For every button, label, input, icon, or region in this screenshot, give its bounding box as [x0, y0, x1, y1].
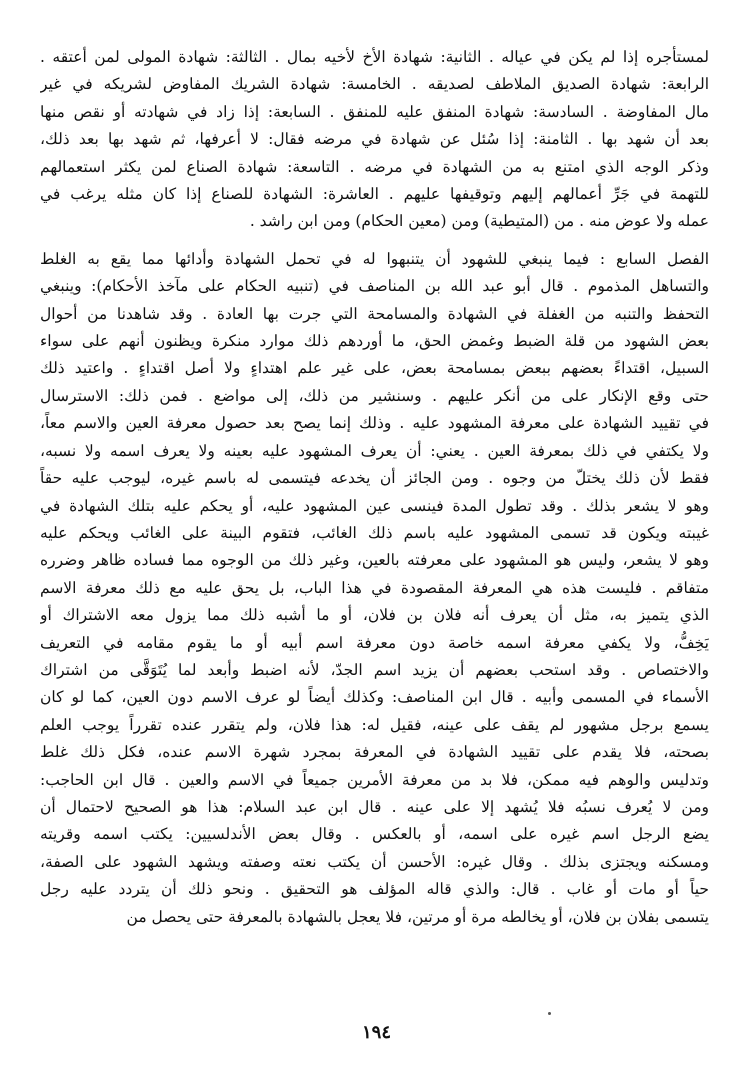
text-line: وهو لا يشعر بذلك . وقد تطول المدة فينسى عين المشهود عليه، أو يحكم عليه بتلك الشهادة في: [40, 496, 709, 515]
ink-speck: [548, 1012, 551, 1015]
page-number: ١٩٤: [361, 1022, 391, 1043]
text-line: يضع الرجل اسم غيره على اسمه، أو بالعكس . وقال بعض الأندلسيين: يكتب اسمه وقريته: [40, 825, 709, 844]
text-line: يَخِفُّ، ولا يكفي معرفة اسمه خاصة دون معرفة اسم أبيه أو ما يقوم مقامه في التعريف: [40, 633, 709, 652]
text-line: الفصل السابع : فيما ينبغي للشهود أن يتنبهوا له في تحمل الشهادة وأدائها مما يقع به الغلط: [40, 249, 709, 268]
text-line: يسمع برجل مشهور لم يقف على عينه، فقيل له: هذا فلان، ولم يتقرر عنده تقرراً يوجب العلم: [40, 715, 709, 734]
text-line: السبيل، اقتداءً بعضهم ببعض بمسامحة بعض، على غير علم اهتداءٍ ولا أصل اقتداءٍ . واعتيد ذلك: [40, 359, 709, 378]
text-line: حتى وقع الإنكار على من أنكر عليهم . وسنشير من ذلك، إلى مواضع . فمن ذلك: الاسترسال: [40, 386, 709, 405]
text-line: للتهمة في جَرِّ أعمالهم إليهم وتوقيفها عليهم . العاشرة: الشهادة للصناع إذا كان مثله يرغب في: [40, 185, 709, 204]
text-line: يتسمى بفلان بن فلان، أو يخالطه مرة أو مرتين، فلا يعجل بالشهادة بالمعرفة حتى يحصل من: [126, 907, 709, 926]
text-line: الرابعة: شهادة الصديق الملاطف لصديقه . الخامسة: شهادة الشريك المفاوض لشريكه في غير: [40, 75, 709, 94]
text-line: الذي يتميز به، مثل أن يعرف أنه فلان بن فلان، أو ما أشبه ذلك مما يزول معه الاشتراك أو: [40, 606, 709, 625]
text-line: التحفظ والتنبه من الغفلة في الشهادة والمسامحة التي جرت بها العادة . وقد شاهدنا من أحوال: [40, 304, 709, 323]
text-line: غيبته ويكون قد تسمى المشهود عليه باسم ذلك الغائب، فتقوم البينة على الغائب ويحكم عليه: [40, 523, 709, 542]
text-line: مال المفاوضة . السادسة: شهادة المنفق عليه للمنفق . السابعة: إذا زاد في شهادته أو نقص منها: [40, 102, 709, 121]
text-line: عمله ولا عوض منه . من (المتيطية) ومن (معين الحكام) ومن ابن راشد .: [249, 212, 709, 231]
text-line: حياً أو مات أو غاب . قال: والذي قاله المؤلف هو التحقيق . ونحو ذلك أن يتردد عليه رجل: [40, 880, 709, 899]
text-line: ومسكنه ويجتزى بذلك . وقال غيره: الأحسن أن يكتب نعته وصفته ويشهد الشهود على الصفة،: [40, 852, 709, 871]
text-line: ولا يكتفي في ذلك بمعرفة العين . يعني: أن يعرف المشهود عليه بعينه ولا يعرف اسمه ولا نسبه،: [40, 441, 709, 460]
body-text: [40, 44, 709, 931]
paragraph: [40, 246, 709, 931]
text-line: لمستأجره إذا لم يكن في عياله . الثانية: شهادة الأخ لأخيه بمال . الثالثة: شهادة المولى لمن أعتقه .: [40, 48, 709, 66]
text-line: في تقييد الشهادة على معرفة المشهود عليه . وذلك إنما يصح بعد حصول معرفة العين والاسم معاً،: [40, 414, 709, 433]
text-line: بصحته، فلا يقدم على تقييد الشهادة في المعرفة بمجرد شهرة الاسم عنده، فكل ذلك غلط: [40, 743, 709, 762]
text-line: ومن لا يُعرف نسبُه فلا يُشهد إلا على عينه . قال ابن عبد السلام: هذا هو الصحيح لاحتمال أن: [40, 797, 709, 816]
text-line: الأسماء في المسمى وأبيه . قال ابن المناصف: وكذلك أيضاً لو عرف الاسم دون العين، كما لو كان: [40, 688, 709, 707]
text-line: وتدليس والوهم فيه ممكن، فلا بد من معرفة الأمرين جميعاً في الاسم والعين . قال ابن الحاجب:: [40, 770, 709, 789]
text-line: وذكر الوجه الذي امتنع به من الشهادة في مرضه . التاسعة: شهادة الصناع لمن يكثر استعمالهم: [40, 157, 709, 176]
text-line: والتساهل المذموم . قال أبو عبد الله بن المناصف في (تنبيه الحكام على مآخذ الأحكام): وينبغي: [40, 277, 709, 296]
text-line: فقط لأن ذلك يختلّ من وجوه . ومن الجائز أن يخدعه فيتسمى له باسم غيره، ليوجب عليه حقاً: [40, 469, 709, 488]
text-line: متفاقم . فليست هذه هي المعرفة المقصودة في هذا الباب، بل يحق عليه مع ذلك معرفة الاسم: [40, 578, 709, 597]
paragraph: [40, 44, 709, 236]
text-line: بعد أن شهد بها . الثامنة: إذا سُئل عن شهادة في مرضه فقال: لا أعرفها، ثم شهد بها بعد ذلك،: [40, 130, 709, 149]
text-line: والاختصاص . وقد استحب بعضهم أن يزيد اسم الجدّ، لأنه اضبط وأبعد لما يُتَوَقَّى من اشتراك: [40, 660, 709, 679]
text-line: بعض الشهود من قلة الضبط وغمض الحق، ما أوردهم ذلك موارد منكرة ويظنون أنهم على سواء: [40, 332, 709, 351]
text-line: وهو لا يشعر، وليس هو المشهود على معرفته بالعين، وغير ذلك من الوجوه مما فساده ظاهر وضرره: [40, 551, 709, 570]
